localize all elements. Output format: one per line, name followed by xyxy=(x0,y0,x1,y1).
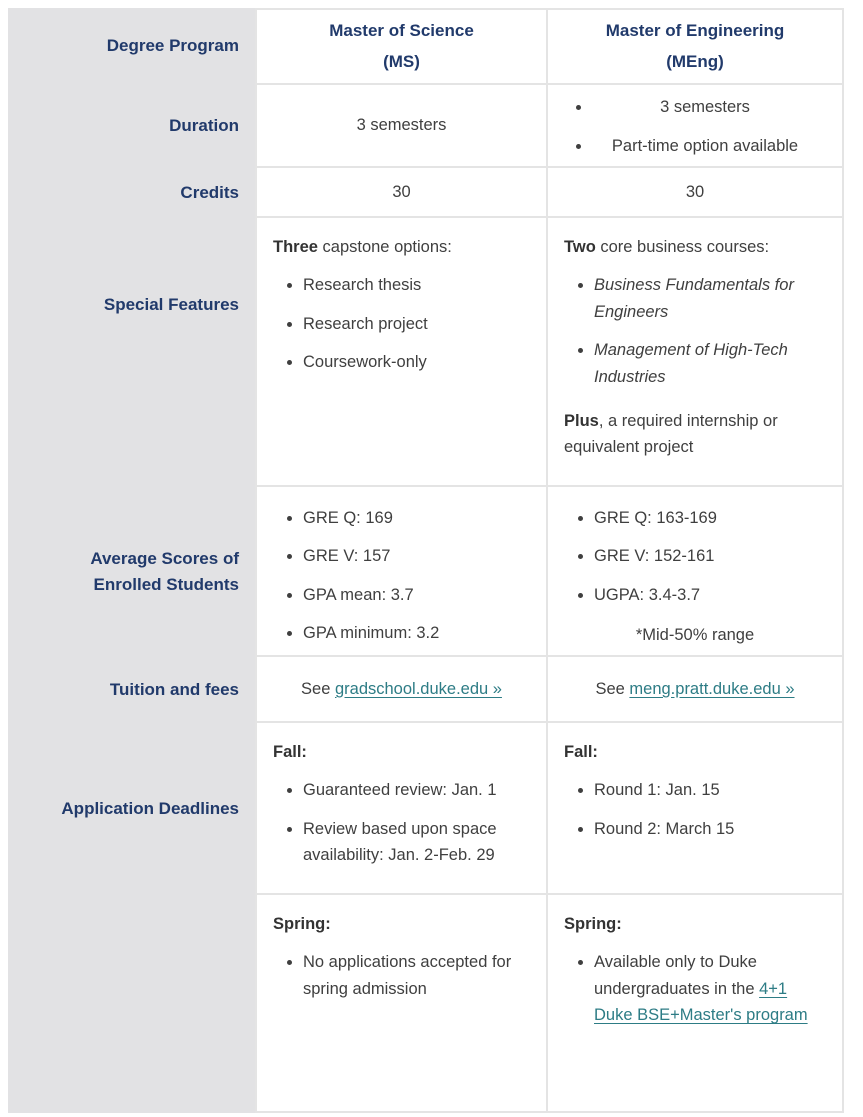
meng-spring-heading: Spring: xyxy=(564,915,622,933)
row-label-text: Average Scores of Enrolled Students xyxy=(90,548,239,594)
meng-courses-lead xyxy=(564,234,826,260)
list-item: • GRE Q: 169 xyxy=(303,505,530,531)
meng-spring-list xyxy=(564,949,826,1028)
meng-tuition-text xyxy=(595,676,794,702)
meng-fall-list xyxy=(564,777,826,842)
meng-fall-heading: Fall: xyxy=(564,743,598,761)
meng-duration-cell xyxy=(548,85,844,168)
ms-spring-deadlines-cell xyxy=(255,895,548,1113)
lead-bold: Two xyxy=(564,238,596,256)
meng-special-features-cell xyxy=(548,218,844,487)
ms-duration-cell xyxy=(255,85,548,168)
row-label-text: Credits xyxy=(180,182,239,202)
ms-tuition-cell xyxy=(255,657,548,723)
ms-spring-heading: Spring: xyxy=(273,915,331,933)
list-item: • Part-time option available xyxy=(592,133,818,159)
row-label-special-features xyxy=(8,218,255,487)
list-item: • Review based upon space availability: Jan. 2-Feb. 29 xyxy=(303,816,530,869)
row-label-text: Special Features xyxy=(103,295,239,315)
row-label-degree-program xyxy=(8,8,255,85)
row-label-text: Tuition and fees xyxy=(109,679,239,699)
list-item: • Research project xyxy=(303,311,530,337)
bse-masters-program-link[interactable]: 4+1 Duke BSE+Master's program xyxy=(594,979,808,1025)
meng-scores-list xyxy=(564,505,826,608)
meng-fall-deadlines-cell xyxy=(548,723,844,895)
lead-rest: capstone options: xyxy=(317,238,452,256)
row-label-credits xyxy=(8,168,255,218)
ms-scores-cell xyxy=(255,487,548,657)
ms-credits-cell xyxy=(255,168,548,218)
list-item: • Management of High-Tech Industries xyxy=(594,337,826,390)
list-item: • UGPA: 3.4-3.7 xyxy=(594,582,826,608)
note-rest: , a required internship or equivalent project xyxy=(564,411,778,457)
list-item: • Round 1: Jan. 15 xyxy=(594,777,826,803)
ms-spring-list xyxy=(273,949,530,1002)
list-item: • Business Fundamentals for Engineers xyxy=(594,272,826,325)
ms-fall-deadlines-cell xyxy=(255,723,548,895)
row-label-application-deadlines xyxy=(8,723,255,895)
mid-50-range-note: *Mid-50% range xyxy=(635,626,755,645)
meng-spring-deadlines-cell xyxy=(548,895,844,1113)
ms-fall-list xyxy=(273,777,530,868)
list-item: • Coursework-only xyxy=(303,349,530,375)
ms-capstone-list xyxy=(273,272,530,375)
row-label-duration xyxy=(8,85,255,168)
meng-column-header xyxy=(548,8,844,85)
gradschool-link[interactable]: gradschool.duke.edu » xyxy=(334,679,502,698)
ms-fall-heading: Fall: xyxy=(273,743,307,761)
ms-program-abbrev: (MS) xyxy=(383,51,420,71)
meng-program-name: Master of Engineering xyxy=(605,20,785,40)
row-label-average-scores xyxy=(8,487,255,657)
meng-duration-list xyxy=(562,94,828,159)
note-bold: Plus xyxy=(564,411,599,430)
lead-bold: Three xyxy=(273,238,318,256)
meng-pratt-link[interactable]: meng.pratt.duke.edu » xyxy=(629,679,795,698)
lead-rest: core business courses: xyxy=(595,238,770,256)
list-item: • Round 2: March 15 xyxy=(594,816,826,842)
meng-internship-note xyxy=(564,408,826,461)
list-item: • GRE V: 152-161 xyxy=(594,543,826,569)
meng-courses-list xyxy=(564,272,826,390)
ms-special-features-cell xyxy=(255,218,548,487)
row-label-tuition xyxy=(8,657,255,723)
spring-item-prefix: Available only to Duke undergraduates in the xyxy=(594,953,760,998)
tuition-prefix: See xyxy=(301,679,335,698)
row-label-text: Application Deadlines xyxy=(61,798,239,818)
ms-credits-value: 30 xyxy=(392,182,411,201)
row-label-text: Degree Program xyxy=(106,36,239,56)
meng-credits-value: 30 xyxy=(685,182,705,201)
list-item: • GPA mean: 3.7 xyxy=(303,582,530,608)
list-item: • Guaranteed review: Jan. 1 xyxy=(303,777,530,803)
tuition-prefix: See xyxy=(595,679,630,698)
meng-program-abbrev: (MEng) xyxy=(666,51,724,71)
ms-capstone-lead xyxy=(273,234,530,260)
list-item xyxy=(594,949,826,1028)
list-item: • 3 semesters xyxy=(592,94,818,120)
meng-tuition-cell xyxy=(548,657,844,723)
list-item: • No applications accepted for spring admission xyxy=(303,949,530,1002)
list-item: • GRE Q: 163-169 xyxy=(594,505,826,531)
ms-program-name: Master of Science xyxy=(329,20,474,40)
ms-tuition-text xyxy=(301,676,502,702)
meng-scores-cell xyxy=(548,487,844,657)
row-label-text: Duration xyxy=(169,116,239,136)
program-comparison-table xyxy=(8,8,844,1113)
ms-duration-value: 3 semesters xyxy=(356,116,447,135)
list-item: • GRE V: 157 xyxy=(303,543,530,569)
meng-credits-cell xyxy=(548,168,844,218)
list-item: • Research thesis xyxy=(303,272,530,298)
ms-scores-list xyxy=(273,505,530,647)
list-item: • GPA minimum: 3.2 xyxy=(303,620,530,646)
row-label-spring-empty xyxy=(8,895,255,1113)
ms-column-header xyxy=(255,8,548,85)
